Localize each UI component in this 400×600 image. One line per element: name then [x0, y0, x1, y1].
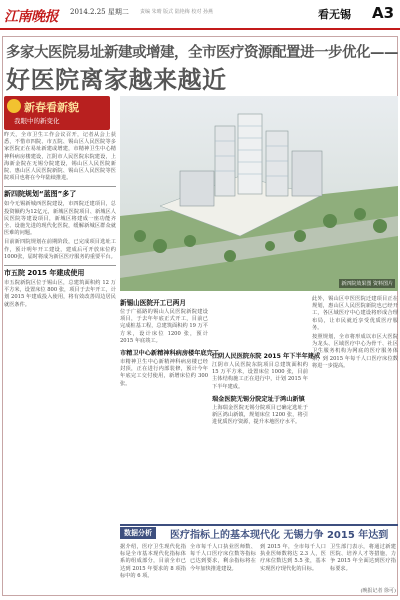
subhead-jiangyin-east: 江阴人民医院东院 2015 年下半年建成	[212, 353, 321, 360]
badge-subtitle: 我眼中的新变化	[14, 117, 60, 125]
reporter-byline: (晚报记者 徐可)	[360, 588, 396, 594]
data-analysis-headline: 医疗指标上的基本现代化 无锡力争 2015 年达到	[170, 530, 389, 541]
data-column	[190, 542, 256, 594]
hospital-rendering-image	[120, 96, 398, 291]
spring-badge	[4, 96, 110, 130]
section-name: 看无锡	[318, 8, 351, 21]
masthead	[0, 0, 400, 30]
subhead-ruijin-branch: 瑞金医院无锡分院定址于鸿山新镇	[212, 395, 305, 403]
subhead-xishan-hospital: 新锡山医院开工已两月	[120, 299, 186, 307]
data-analysis-tag: 数据分析	[120, 527, 156, 539]
editor-credits: 责编 朱晴 版式 陆艳梅 校对 孙燕	[140, 9, 213, 15]
photo-caption: 新四院效果图 资料图片	[341, 281, 393, 287]
body-paragraph: 市精神卫生中心新精神科病房楼已经封顶，正在进行内部装修，预计今年年底完工交付使用，新增床位约 300 张。	[120, 359, 208, 387]
left-column	[4, 96, 116, 556]
data-column	[260, 542, 326, 594]
data-analysis-bar	[120, 524, 398, 541]
article-column-2	[212, 348, 321, 522]
subhead-mental-health-center: 市精卫中心新精神科病房楼年底完工	[120, 350, 219, 358]
body-paragraph: 据介绍，医疗卫生现代化指标是全市基本现代化指标体系的组成部分，目前全市已达到 2015 年要求的 8 项指标中的 6 项。	[120, 544, 186, 579]
body-paragraph: 市五院新院区位于锡山区，总建筑面积约 12 万平方米，设置床位 800 张，项目于去年开工，计划 2015 年建成投入使用，将有效改善周边居民就医条件。	[4, 280, 116, 308]
article-column-1	[120, 294, 219, 522]
body-paragraph: 位于广福路的锡山人民医院新院建设项目，于去年年底正式开工，目前已完成桩基工程，总建筑面积约 19 万平方米，设计床位 1200 张，预计 2015 年底竣工。	[120, 309, 208, 344]
body-paragraph: 全市每千人口执业医师数、每千人口医疗床位数等指标已达到要求，剩余指标将在今年加快推进建设。	[190, 544, 256, 572]
subhead-new-fourth-hospital: 新四院规划“蓝图”多了	[4, 186, 116, 199]
badge-title: 新春看新貌	[24, 101, 79, 114]
article-column-3	[312, 294, 398, 522]
newspaper-brand: 江南晚报	[4, 9, 58, 25]
body-paragraph: 上海瑞金医院无锡分院项目已确定选址于新区鸿山新镇，规划床位 1200 张，将引进优质医疗资源，提升本地医疗水平。	[212, 404, 308, 426]
page-number: A3	[372, 4, 395, 22]
body-paragraph: 按照规划，全市将形成以市区大医院为龙头、区域医疗中心为骨干、社区卫生服务机构为网底的医疗服务体系，到 2015 年每千人口医疗床位数将进一步提高。	[312, 334, 398, 369]
subhead-fifth-hospital: 市五院 2015 年建成使用	[4, 265, 116, 278]
data-column	[120, 542, 186, 594]
flower-icon	[7, 99, 21, 113]
body-paragraph: 目前新四院规划在前期阶段，已完成项目选址工作，预计明年开工建设，建成后可开放床位约1000张，届时将成为新区医疗服务的重要平台。	[4, 239, 116, 260]
body-paragraph: 此外，锡山区中医医院迁建项目正在规划，惠山区人民医院新院也已经开工，各区域医疗中心建设将形成合理布局，让市民就近享受优质医疗服务。	[312, 296, 398, 331]
intro-paragraph: 昨天，全市卫生工作会议召开，记者从会上获悉，不惜市四院、市五院、锡山区人民医院等多家医院正在易址新建或增建，市精神卫生中心精神科病房楼建设，江阴市人民医院东院建设，上海新金院在无锡分院建设，锡山区人民医院新院、惠山区人民医院新院、锡山区人民医院等医院项目也将在今年陆续推进。	[4, 132, 116, 182]
body-paragraph: 江阴市人民医院东院项目总建筑面积约 15 万平方米，设置床位 1000 张，目前主体结构施工正在进行中，计划 2015 年下半年建成。	[212, 362, 308, 390]
issue-date: 2014.2.25 星期二	[70, 8, 129, 16]
main-headline: 好医院离家越来越近	[6, 66, 227, 94]
body-paragraph: 如今无锡新城西医院建设，市四院迁建项目，总投资额约为12亿元，新城区医院项目、新城区人民医院等建设项目，新城区将建成一座功能齐全、设施先进的现代化医院，缓解新城区群众就医难的问题。	[4, 201, 116, 237]
body-paragraph: 卫生部门表示，将通过新建医院、培养人才等措施，力争 2015 年全面达到医疗指标要求。	[330, 544, 396, 572]
kicker-headline: 多家大医院易址新建或增建，全市医疗资源配置进一步优化——	[6, 45, 398, 61]
data-analysis-body	[120, 542, 398, 594]
body-paragraph: 到 2015 年，全市每千人口执业医师数将达 2.3 人，医疗床位数达到 5.5 张，基本实现医疗现代化的目标。	[260, 544, 326, 572]
rendering-illustration	[120, 96, 398, 291]
